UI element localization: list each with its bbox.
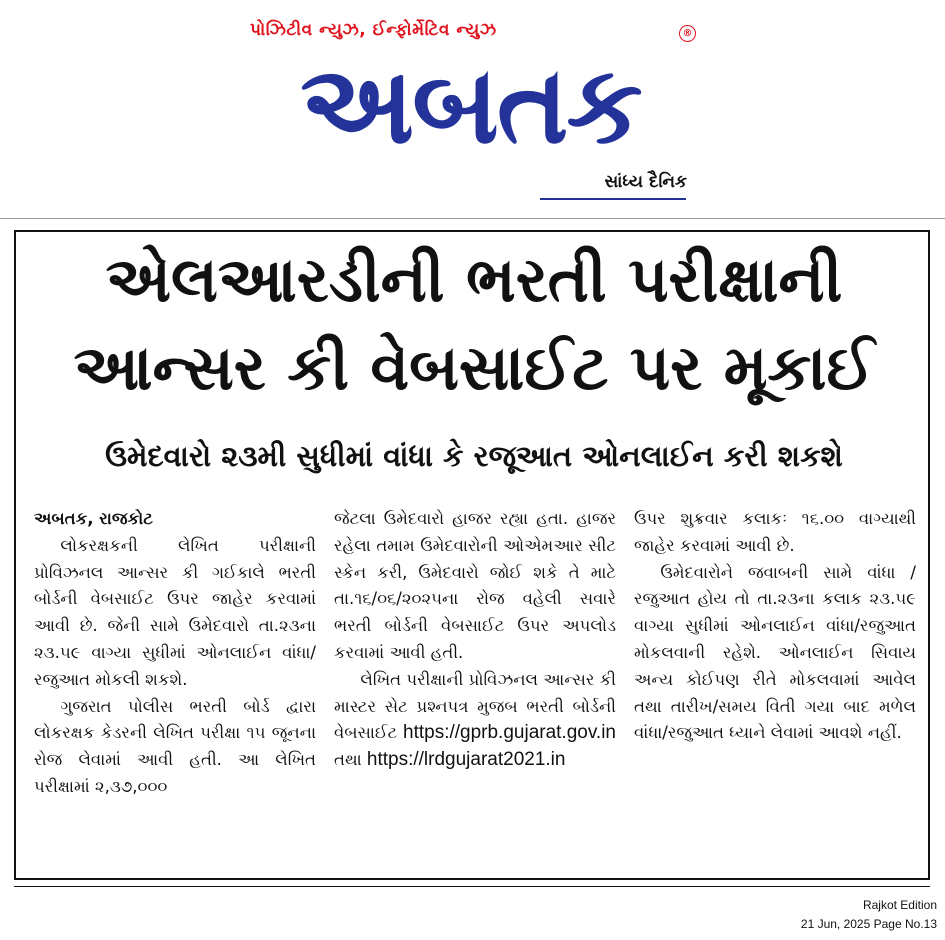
connector-text: તથા — [334, 750, 362, 770]
article-column-3 — [634, 506, 916, 876]
paragraph: લોકરક્ષકની લેખિત પરીક્ષાની પ્રોવિઝનલ આન્સર કી ગઈકાલે ભરતી બોર્ડની વેબસાઈટ ઉપર જાહેર કરવામાં આવી છે. જેની સામે ઉમેદવારો તા.૨૩ના ૨૩.૫૯ વાગ્યા સુધીમાં ઓનલાઈન વાંધા/રજુઆત મોકલી શકશે. — [34, 535, 316, 689]
paragraph: ગુજરાત પોલીસ ભરતી બોર્ડ દ્વારા લોકરક્ષક કેડરની લેખિત પરીક્ષા ૧૫ જૂનના રોજ લેવામાં આવી હતી. આ લેખિત પરીક્ષામાં ૨,૩૭,૦૦૦ — [34, 696, 316, 796]
newspaper-logo: અબતક — [300, 46, 641, 166]
registered-mark-icon: ® — [679, 25, 696, 42]
paragraph: ઉપર શુક્રવાર કલાકઃ ૧૬.૦૦ વાગ્યાથી જાહેર કરવામાં આવી છે. — [634, 509, 916, 555]
edition-label: Rajkot Edition — [862, 898, 937, 912]
subtitle-underline — [540, 198, 686, 200]
article-column-2 — [334, 506, 616, 876]
dateline: અબતક, રાજકોટ — [34, 509, 153, 528]
masthead-tagline: પોઝિટીવ ન્યુઝ, ઈન્ફોર્મેટિવ ન્યુઝ — [250, 20, 497, 40]
date-page-label: 21 Jun, 2025 Page No.13 — [800, 917, 937, 931]
paragraph-text: લેખિત પરીક્ષાની પ્રોવિઝનલ આન્સર કી માસ્ટર સેટ પ્રશ્નપત્ર મુજબ ભરતી બોર્ડની વેબસાઈટ — [334, 669, 616, 743]
article-column-1 — [34, 506, 316, 876]
headline-line-1: એલઆરડીની ભરતી પરીક્ષાની — [105, 243, 843, 316]
dateline-paragraph — [34, 506, 316, 533]
website-link-lrd[interactable]: https://lrdgujarat2021.in — [366, 749, 566, 771]
website-link-gprb[interactable]: https://gprb.gujarat.gov.in — [403, 722, 616, 744]
paragraph: જેટલા ઉમેદવારો હાજર રહ્યા હતા. હાજર રહેલા તમામ ઉમેદવારોની ઓએમઆર સીટ સ્કેન કરી, ઉમેદવારો જોઈ શકે તે માટે તા.૧૬/૦૬/૨૦૨૫ના રોજ વહેલી સવારે ભરતી બોર્ડની વેબસાઈટ ઉપર અપલોડ કરવામાં આવી હતી. — [334, 509, 616, 662]
article-bottom-rule — [14, 886, 930, 887]
masthead-divider — [0, 218, 945, 219]
masthead-subtitle: સાંધ્ય દૈનિક — [604, 172, 687, 192]
paragraph: ઉમેદવારોને જવાબની સામે વાંધા / રજુઆત હોય તો તા.૨૩ના કલાક ૨૩.૫૯ વાગ્યા સુધીમાં ઓનલાઈન વાંધા/રજુઆત મોકલવાની રહેશે. ઓનલાઈન સિવાય અન્ય કોઈપણ રીતે મોકલવામાં આવેલ તથા તારીખ/સમય વિતી ગયા બાદ મળેલ વાંધા/રજુઆત ધ્યાને લેવામાં આવશે નહીં. — [634, 562, 916, 743]
paragraph — [334, 667, 616, 774]
headline-line-2: આન્સર કી વેબસાઈટ પર મૂકાઈ — [73, 331, 875, 404]
masthead — [0, 0, 945, 215]
news-article — [14, 230, 930, 880]
subheadline: ઉમેદવારો ૨૩મી સુધીમાં વાંધા કે રજૂઆત ઓનલાઈન કરી શકશે — [105, 439, 843, 473]
